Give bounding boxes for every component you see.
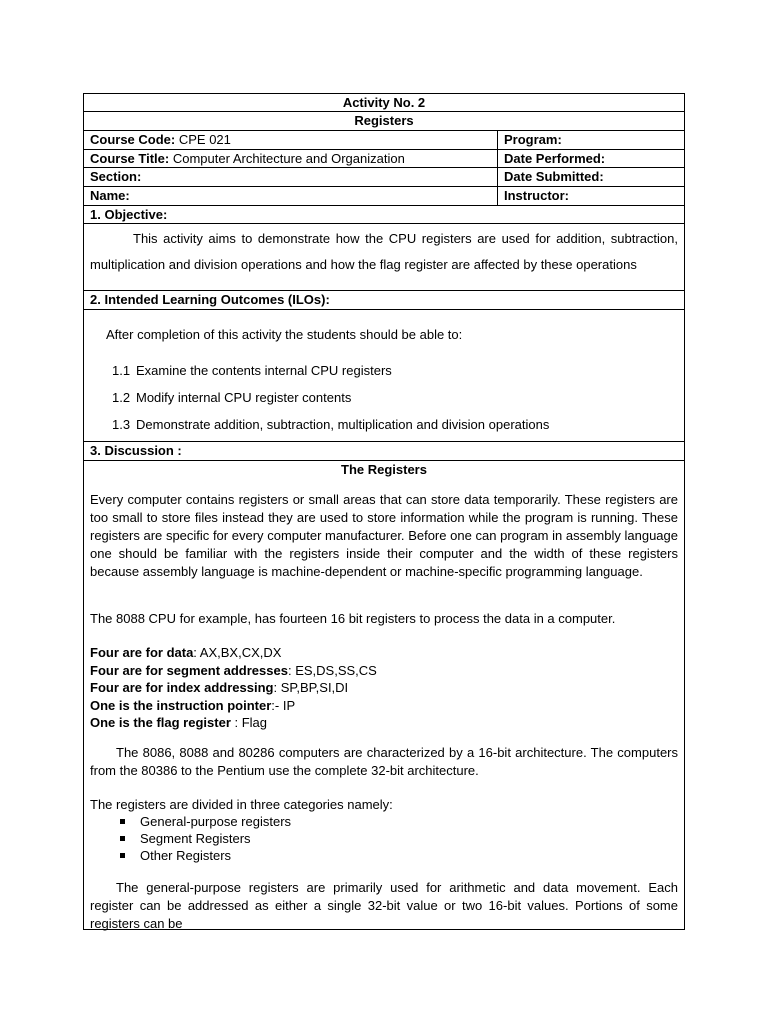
date-performed-label: Date Performed: xyxy=(504,151,606,166)
date-submitted-label: Date Submitted: xyxy=(504,169,604,184)
objective-heading-row xyxy=(84,206,684,224)
categories-list xyxy=(90,813,678,864)
ilo-item xyxy=(112,362,678,389)
objective-heading: 1. Objective: xyxy=(90,207,168,222)
ilo-intro: After completion of this activity the students should be able to: xyxy=(106,327,463,342)
activity-number-row xyxy=(84,94,684,112)
ilo-item-text: Modify internal CPU register contents xyxy=(136,390,352,405)
list-item: Other Registers xyxy=(120,847,678,864)
discussion-subheading: The Registers xyxy=(341,462,427,477)
discussion-paragraph-2: The 8088 CPU for example, has fourteen 16 bit registers to process the data in a computer. xyxy=(90,611,616,626)
course-code-label: Course Code: xyxy=(90,132,176,147)
register-group: Four are for segment addresses: ES,DS,SS,CS xyxy=(90,662,377,678)
categories-intro: The registers are divided in three categories namely: xyxy=(90,796,393,812)
list-item: Segment Registers xyxy=(120,830,678,847)
ilo-item-text: Demonstrate addition, subtraction, multiplication and division operations xyxy=(136,417,550,432)
discussion-paragraph-3: The 8086, 8088 and 80286 computers are characterized by a 16-bit architecture. The computers from the 80386 to the Pentium use the complete 32-bit architecture. xyxy=(90,744,678,778)
name-row xyxy=(84,187,684,206)
register-group: Four are for data: AX,BX,CX,DX xyxy=(90,645,282,660)
ilo-item-number: 1.1 xyxy=(112,363,131,378)
course-title-cell xyxy=(84,150,498,167)
discussion-heading: 3. Discussion : xyxy=(90,443,182,458)
objective-text: This activity aims to demonstrate how the CPU registers are used for addition, subtraction, multiplication and division operations and how the flag register are affected by these operations xyxy=(90,231,678,272)
activity-title: Registers xyxy=(354,113,414,128)
program-label: Program: xyxy=(504,132,562,147)
ilo-item xyxy=(112,416,678,443)
ilo-item-number: 1.2 xyxy=(112,390,131,405)
activity-number: Activity No. 2 xyxy=(342,95,426,110)
register-group: Four are for index addressing: SP,BP,SI,DI xyxy=(90,680,349,695)
register-group: One is the instruction pointer:- IP xyxy=(90,697,296,713)
list-item: General-purpose registers xyxy=(120,813,678,830)
course-code-value: CPE 021 xyxy=(178,132,231,147)
register-groups xyxy=(90,644,678,732)
course-title-row xyxy=(84,150,684,168)
ilo-list xyxy=(90,362,678,443)
section-label: Section: xyxy=(84,168,498,186)
course-code-cell xyxy=(84,131,498,149)
ilo-item-number: 1.3 xyxy=(112,417,131,432)
ilo-item-text: Examine the contents internal CPU registers xyxy=(136,363,392,378)
ilo-item xyxy=(112,389,678,416)
ilo-heading: 2. Intended Learning Outcomes (ILOs): xyxy=(90,292,330,307)
course-title-label: Course Title: xyxy=(90,151,170,166)
discussion-paragraph-4: The general-purpose registers are primarily used for arithmetic and data movement. Each register can be addressed as either a single 32-bit value or two 16-bit values. Portions of some registers can be xyxy=(90,879,678,931)
discussion-heading-row xyxy=(84,442,684,461)
course-code-row xyxy=(84,131,684,150)
instructor-label: Instructor: xyxy=(504,188,569,203)
ilo-body-row xyxy=(84,310,684,442)
objective-body-row xyxy=(84,224,684,291)
discussion-paragraph-1: Every computer contains registers or small areas that can store data temporarily. These registers are too small to store files instead they are used to store information while the program is running. These registers are specific for every computer manufacturer. Before one can program in assembly language one should be familiar with the registers inside their computer and the width of these registers because assembly language is machine-dependent or machine-specific programming language. xyxy=(90,492,678,579)
ilo-heading-row xyxy=(84,291,684,310)
register-group: One is the flag register : Flag xyxy=(90,715,267,730)
name-label: Name: xyxy=(84,187,498,205)
activity-title-row xyxy=(84,112,684,131)
section-row xyxy=(84,168,684,187)
discussion-body-row xyxy=(84,461,684,929)
course-title-value: Computer Architecture and Organization xyxy=(172,151,405,166)
activity-sheet xyxy=(83,93,685,930)
